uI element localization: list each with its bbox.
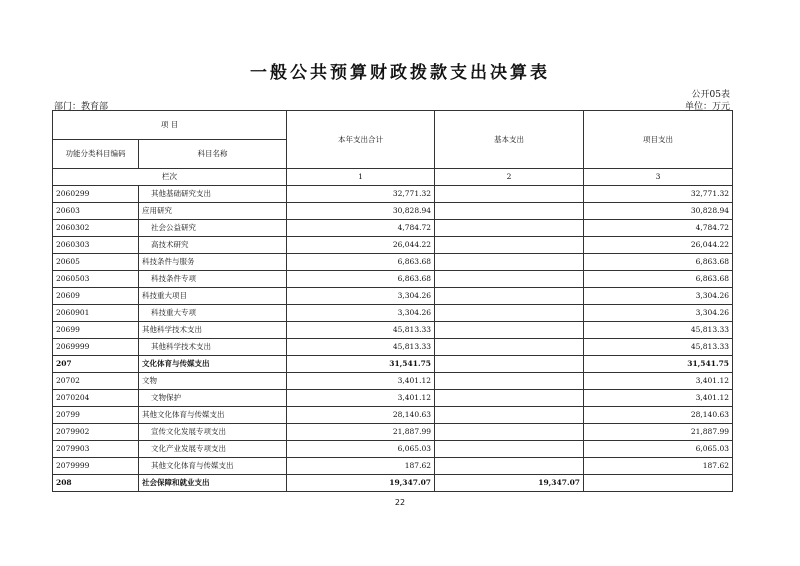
row-code: 20605	[53, 254, 139, 271]
header-col1: 1	[287, 169, 435, 186]
header-col-label: 栏次	[53, 169, 287, 186]
row-project	[584, 475, 733, 492]
row-code: 2079999	[53, 458, 139, 475]
row-code: 20609	[53, 288, 139, 305]
row-name: 科技条件与服务	[139, 254, 287, 271]
row-project: 3,304.26	[584, 288, 733, 305]
row-basic	[435, 373, 584, 390]
row-project: 6,863.68	[584, 254, 733, 271]
row-total: 32,771.32	[287, 186, 435, 203]
row-code: 2079903	[53, 441, 139, 458]
row-total: 3,401.12	[287, 390, 435, 407]
row-code: 2060303	[53, 237, 139, 254]
unit-label: 单位：万元	[684, 102, 730, 112]
expenditure-table	[52, 110, 733, 492]
row-total: 28,140.63	[287, 407, 435, 424]
row-code: 2060302	[53, 220, 139, 237]
row-name: 其他文化体育与传媒支出	[139, 458, 287, 475]
row-project: 4,784.72	[584, 220, 733, 237]
table-row	[53, 237, 733, 254]
row-basic	[435, 458, 584, 475]
table-row	[53, 441, 733, 458]
row-basic	[435, 339, 584, 356]
row-total: 6,863.68	[287, 271, 435, 288]
row-name: 文化体育与传媒支出	[139, 356, 287, 373]
row-total: 3,304.26	[287, 288, 435, 305]
row-basic	[435, 356, 584, 373]
row-name: 文物保护	[139, 390, 287, 407]
row-project: 6,863.68	[584, 271, 733, 288]
page-title: 一般公共预算财政拨款支出决算表	[250, 63, 550, 83]
table-row	[53, 390, 733, 407]
row-total: 21,887.99	[287, 424, 435, 441]
row-total: 26,044.22	[287, 237, 435, 254]
row-name: 应用研究	[139, 203, 287, 220]
row-code: 20603	[53, 203, 139, 220]
row-code: 2060901	[53, 305, 139, 322]
header-col2: 2	[435, 169, 584, 186]
row-basic: 19,347.07	[435, 475, 584, 492]
row-name: 科技重大专项	[139, 305, 287, 322]
row-name: 社会公益研究	[139, 220, 287, 237]
header-total: 本年支出合计	[287, 111, 435, 169]
table-row	[53, 475, 733, 492]
row-basic	[435, 186, 584, 203]
row-code: 20799	[53, 407, 139, 424]
row-basic	[435, 441, 584, 458]
row-total: 4,784.72	[287, 220, 435, 237]
row-project: 3,401.12	[584, 373, 733, 390]
table-row	[53, 407, 733, 424]
table-row	[53, 220, 733, 237]
table-row	[53, 373, 733, 390]
table-row	[53, 322, 733, 339]
row-total: 187.62	[287, 458, 435, 475]
row-basic	[435, 390, 584, 407]
table-row	[53, 254, 733, 271]
row-name: 其他科学技术支出	[139, 339, 287, 356]
row-code: 2060503	[53, 271, 139, 288]
row-code: 2060299	[53, 186, 139, 203]
header-name: 科目名称	[139, 140, 287, 169]
row-total: 19,347.07	[287, 475, 435, 492]
row-basic	[435, 271, 584, 288]
row-project: 6,065.03	[584, 441, 733, 458]
row-basic	[435, 424, 584, 441]
row-project: 26,044.22	[584, 237, 733, 254]
header-col3: 3	[584, 169, 733, 186]
department-label: 部门：教育部	[54, 102, 109, 112]
row-name: 其他文化体育与传媒支出	[139, 407, 287, 424]
row-code: 208	[53, 475, 139, 492]
table-row	[53, 288, 733, 305]
row-name: 社会保障和就业支出	[139, 475, 287, 492]
row-name: 文物	[139, 373, 287, 390]
row-total: 31,541.75	[287, 356, 435, 373]
row-name: 高技术研究	[139, 237, 287, 254]
table-row	[53, 305, 733, 322]
table-row	[53, 424, 733, 441]
row-project: 45,813.33	[584, 322, 733, 339]
row-name: 宣传文化发展专项支出	[139, 424, 287, 441]
row-code: 2069999	[53, 339, 139, 356]
header-project: 项目支出	[584, 111, 733, 169]
row-basic	[435, 203, 584, 220]
row-total: 6,863.68	[287, 254, 435, 271]
row-basic	[435, 305, 584, 322]
row-name: 文化产业发展专项支出	[139, 441, 287, 458]
table-row	[53, 339, 733, 356]
header-code: 功能分类科目编码	[53, 140, 139, 169]
row-basic	[435, 220, 584, 237]
row-total: 3,304.26	[287, 305, 435, 322]
row-project: 187.62	[584, 458, 733, 475]
row-project: 3,304.26	[584, 305, 733, 322]
header-item: 项 目	[53, 111, 287, 140]
row-code: 20702	[53, 373, 139, 390]
row-project: 30,828.94	[584, 203, 733, 220]
row-project: 31,541.75	[584, 356, 733, 373]
table-row	[53, 186, 733, 203]
table-row	[53, 356, 733, 373]
row-project: 45,813.33	[584, 339, 733, 356]
table-row	[53, 203, 733, 220]
row-total: 30,828.94	[287, 203, 435, 220]
row-total: 45,813.33	[287, 339, 435, 356]
row-basic	[435, 288, 584, 305]
table-row	[53, 458, 733, 475]
row-code: 20699	[53, 322, 139, 339]
table-row	[53, 271, 733, 288]
row-name: 其他科学技术支出	[139, 322, 287, 339]
row-basic	[435, 322, 584, 339]
row-total: 45,813.33	[287, 322, 435, 339]
row-code: 207	[53, 356, 139, 373]
row-total: 6,065.03	[287, 441, 435, 458]
row-project: 21,887.99	[584, 424, 733, 441]
row-project: 28,140.63	[584, 407, 733, 424]
form-tag: 公开05表	[691, 90, 730, 100]
row-code: 2079902	[53, 424, 139, 441]
row-project: 3,401.12	[584, 390, 733, 407]
page-number: 22	[394, 498, 406, 507]
row-name: 科技重大项目	[139, 288, 287, 305]
row-name: 其他基础研究支出	[139, 186, 287, 203]
header-basic: 基本支出	[435, 111, 584, 169]
row-basic	[435, 237, 584, 254]
row-code: 2070204	[53, 390, 139, 407]
row-name: 科技条件专项	[139, 271, 287, 288]
row-basic	[435, 254, 584, 271]
row-total: 3,401.12	[287, 373, 435, 390]
row-project: 32,771.32	[584, 186, 733, 203]
row-basic	[435, 407, 584, 424]
